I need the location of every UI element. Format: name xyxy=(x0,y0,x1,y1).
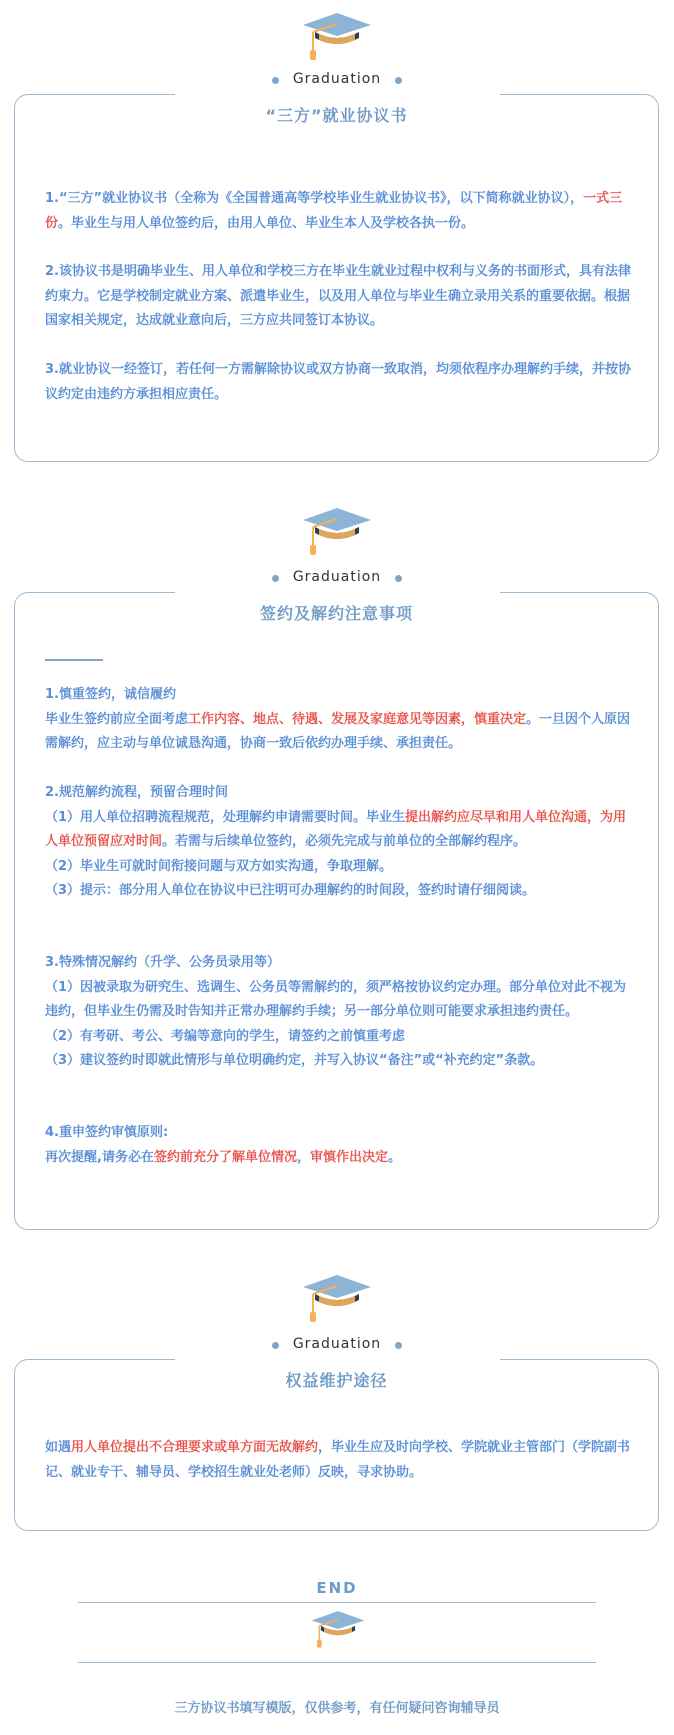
graduation-label: Graduation xyxy=(292,1336,382,1352)
divider xyxy=(78,1602,596,1603)
item-4: 4.重申签约审慎原则: 再次提醒,请务必在签约前充分了解单位情况，审慎作出决定。 xyxy=(45,1125,402,1165)
paragraph-3: 3.就业协议一经签订，若任何一方需解除协议或双方协商一致取消，均须依程序办理解约手续，并按协议约定由违约方承担相应责任。 xyxy=(45,362,631,402)
dot-icon xyxy=(395,77,402,84)
section-title: 签约及解约注意事项 xyxy=(259,604,413,623)
section-title: 权益维护途径 xyxy=(285,1371,388,1390)
agreement-intro-card xyxy=(14,94,659,462)
divider xyxy=(78,1662,596,1663)
signing-notes-card xyxy=(14,592,659,1230)
divider xyxy=(45,659,103,661)
section-title: “三方”就业协议书 xyxy=(265,106,408,125)
paragraph-2: 2.该协议书是明确毕业生、用人单位和学校三方在毕业生就业过程中权利与义务的书面形式，具有法律约束力。它是学校制定就业方案、派遣毕业生，以及用人单位与毕业生确立录用关系的重要依据。根据国家相关规定，达成就业意向后，三方应共同签订本协议。 xyxy=(45,264,631,328)
item-3: 3.特殊情况解约（升学、公务员录用等） （1）因被录取为研究生、选调生、公务员等需解约的，须严格按协议约定办理。部分单位对此不视为违约，但毕业生仍需及时告知并正常办理解约手续；另一部分单位则可能要求承担违约责任。 （2）有考研、考公、考编等意向的学生，请签约之前慎重考虑 （3）建议签约时即就此情形与单位明确约定，并写入协议“备注”或“补充约定”条款。 xyxy=(45,955,627,1068)
end-label: END xyxy=(316,1579,358,1597)
graduation-label: Graduation xyxy=(292,71,382,87)
footer-note: 三方协议书填写模版，仅供参考，有任何疑问咨询辅导员 xyxy=(174,1701,500,1716)
dot-icon xyxy=(395,1342,402,1349)
graduation-label: Graduation xyxy=(292,569,382,585)
paragraph-1: 1.“三方”就业协议书（全称为《全国普通高等学校毕业生就业协议书》，以下简称就业协议），一式三份。毕业生与用人单位签约后，由用人单位、毕业生本人及学校各执一份。 xyxy=(45,191,623,231)
graduation-cap-icon xyxy=(310,1608,366,1650)
graduation-cap-icon xyxy=(301,505,373,557)
item-1: 1.慎重签约，诚信履约 毕业生签约前应全面考虑工作内容、地点、待遇、发展及家庭意见等因素，慎重决定。一旦因个人原因需解约，应主动与单位诚恳沟通，协商一致后依约办理手续、承担责任。 xyxy=(45,687,631,751)
dot-icon xyxy=(395,575,402,582)
item-2: 2.规范解约流程，预留合理时间 （1）用人单位招聘流程规范，处理解约申请需要时间。毕业生提出解约应尽早和用人单位沟通，为用人单位预留应对时间。若需与后续单位签约，必须先完成与前单位的全部解约程序。 （2）毕业生可就时间衔接问题与双方如实沟通，争取理解。 （3）提示：部分用人单位在协议中已注明可办理解约的时间段，签约时请仔细阅读。 xyxy=(45,785,627,898)
graduation-cap-icon xyxy=(301,10,373,62)
graduation-cap-icon xyxy=(301,1272,373,1324)
rights-protection-card xyxy=(14,1359,659,1531)
paragraph: 如遇用人单位提出不合理要求或单方面无故解约，毕业生应及时向学校、学院就业主管部门（学院副书记、就业专干、辅导员、学校招生就业处老师）反映，寻求协助。 xyxy=(45,1440,631,1480)
